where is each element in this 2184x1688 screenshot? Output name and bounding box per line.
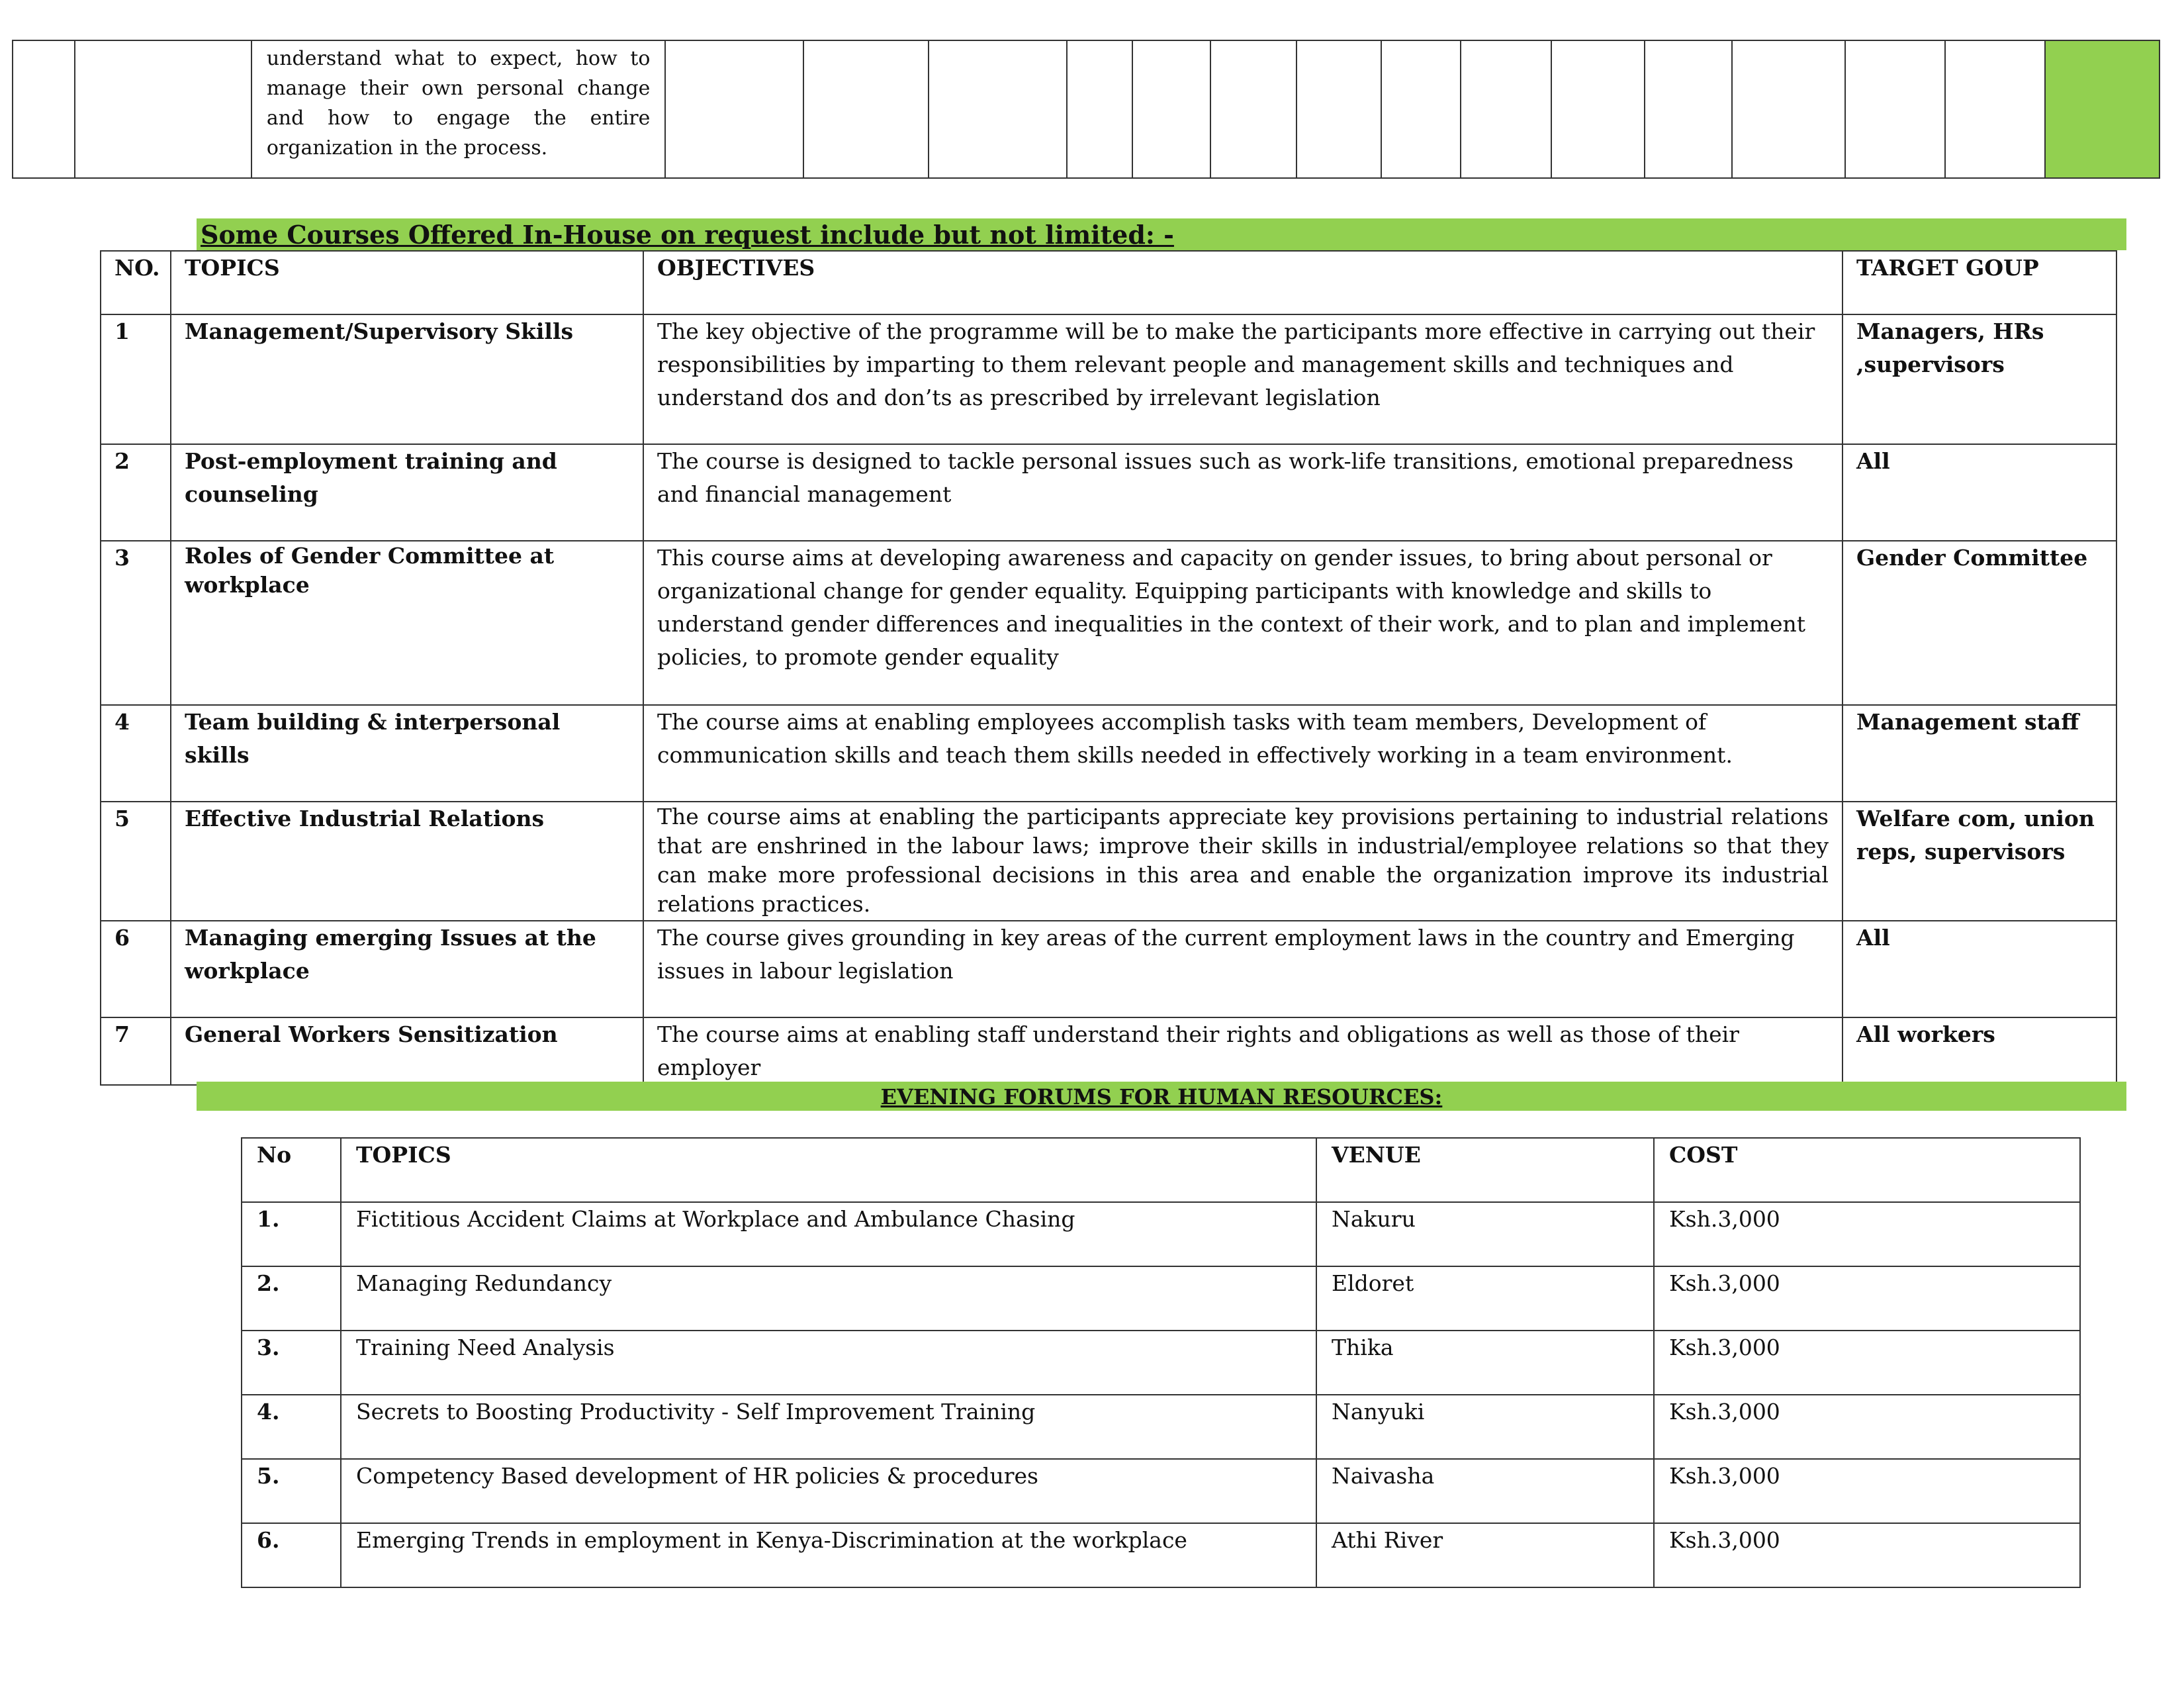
row-number: 5 (101, 802, 171, 921)
row-number: 5. (242, 1459, 341, 1523)
row-topic: Management/Supervisory Skills (171, 314, 643, 444)
table-row (101, 921, 2116, 1017)
table-cell (1732, 40, 1844, 178)
row-topic: Training Need Analysis (341, 1331, 1316, 1395)
row-objective: The course aims at enabling the participants appreciate key provisions pertaining to industrial relations that are enshrined in the labour laws; improve their skills in industrial/employee relations so that they can make more professional decisions in this area and enable the organization improve its industrial relations practices. (643, 802, 1843, 921)
table-cell (929, 40, 1067, 178)
row-venue: Eldoret (1316, 1266, 1654, 1331)
row-objective: This course aims at developing awareness and capacity on gender issues, to bring about personal or organizational change for gender equality. Equipping participants with knowledge and skills to understand gender differences and inequalities in the context of their work, and to plan and implement policies, to promote gender equality (643, 541, 1843, 705)
row-number: 6. (242, 1523, 341, 1587)
row-cost: Ksh.3,000 (1654, 1395, 2080, 1459)
table-row (242, 1266, 2080, 1331)
row-venue: Nakuru (1316, 1202, 1654, 1266)
col-header-target: TARGET GOUP (1843, 251, 2116, 314)
row-number: 3 (101, 541, 171, 705)
row-cost: Ksh.3,000 (1654, 1523, 2080, 1587)
col-header-no: No (242, 1138, 341, 1202)
table-row (101, 705, 2116, 802)
row-cost: Ksh.3,000 (1654, 1459, 2080, 1523)
table-row (101, 444, 2116, 541)
row-topic: Post-employment training and counseling (171, 444, 643, 541)
table-cell (1845, 40, 1945, 178)
row-topic: Fictitious Accident Claims at Workplace and Ambulance Chasing (341, 1202, 1316, 1266)
row-objective: The course aims at enabling employees accomplish tasks with team members, Development of communication skills and teach them skills needed in effectively working in a team environment. (643, 705, 1843, 802)
row-topic: Managing Redundancy (341, 1266, 1316, 1331)
row-target: All workers (1843, 1017, 2116, 1085)
row-number: 6 (101, 921, 171, 1017)
evening-forums-table (241, 1137, 2081, 1588)
row-number: 3. (242, 1331, 341, 1395)
table-row (242, 1459, 2080, 1523)
table-row (101, 1017, 2116, 1085)
table-cell (1551, 40, 1645, 178)
row-venue: Thika (1316, 1331, 1654, 1395)
row-target: Gender Committee (1843, 541, 2116, 705)
table-row (242, 1395, 2080, 1459)
table-row (242, 1202, 2080, 1266)
table-cell (1645, 40, 1732, 178)
table-cell (803, 40, 929, 178)
forums-heading: EVENING FORUMS FOR HUMAN RESOURCES: (197, 1082, 2126, 1111)
col-header-topics: TOPICS (341, 1138, 1316, 1202)
row-venue: Nanyuki (1316, 1395, 1654, 1459)
row-target: All (1843, 921, 2116, 1017)
course-description-cell: understand what to expect, how to manage their own personal change and how to engage the entire organization in the process. (251, 40, 666, 178)
row-objective: The course aims at enabling staff understand their rights and obligations as well as those of their employer (643, 1017, 1843, 1085)
row-number: 2. (242, 1266, 341, 1331)
table-cell (1210, 40, 1296, 178)
col-header-cost: COST (1654, 1138, 2080, 1202)
col-header-objectives: OBJECTIVES (643, 251, 1843, 314)
col-header-topics: TOPICS (171, 251, 643, 314)
row-venue: Naivasha (1316, 1459, 1654, 1523)
row-venue: Athi River (1316, 1523, 1654, 1587)
row-target: Welfare com, union reps, supervisors (1843, 802, 2116, 921)
row-objective: The course gives grounding in key areas of the current employment laws in the country and Emerging issues in labour legislation (643, 921, 1843, 1017)
table-cell (1067, 40, 1132, 178)
table-row (101, 314, 2116, 444)
inhouse-heading: Some Courses Offered In-House on request include but not limited: - (197, 218, 2126, 250)
schedule-table-continuation (12, 40, 2160, 179)
table-header-row (101, 251, 2116, 314)
col-header-venue: VENUE (1316, 1138, 1654, 1202)
row-number: 1. (242, 1202, 341, 1266)
table-cell (1381, 40, 1461, 178)
table-cell (1461, 40, 1551, 178)
row-cost: Ksh.3,000 (1654, 1331, 2080, 1395)
row-topic: Team building & interpersonal skills (171, 705, 643, 802)
table-cell (1132, 40, 1210, 178)
table-cell (75, 40, 251, 178)
row-topic: General Workers Sensitization (171, 1017, 643, 1085)
table-cell (13, 40, 75, 178)
row-number: 2 (101, 444, 171, 541)
table-row (242, 1331, 2080, 1395)
row-topic: Emerging Trends in employment in Kenya-Discrimination at the workplace (341, 1523, 1316, 1587)
table-row (13, 40, 2160, 178)
row-topic: Competency Based development of HR policies & procedures (341, 1459, 1316, 1523)
row-number: 7 (101, 1017, 171, 1085)
row-objective: The course is designed to tackle personal issues such as work-life transitions, emotional preparedness and financial management (643, 444, 1843, 541)
table-row (101, 802, 2116, 921)
highlighted-cell (2045, 40, 2160, 178)
row-topic: Effective Industrial Relations (171, 802, 643, 921)
row-number: 4. (242, 1395, 341, 1459)
row-target: Management staff (1843, 705, 2116, 802)
table-header-row (242, 1138, 2080, 1202)
row-number: 1 (101, 314, 171, 444)
table-row (242, 1523, 2080, 1587)
table-cell (665, 40, 803, 178)
row-topic: Roles of Gender Committee at workplace (171, 541, 643, 705)
table-cell (1945, 40, 2045, 178)
inhouse-courses-table (100, 250, 2117, 1086)
row-cost: Ksh.3,000 (1654, 1202, 2080, 1266)
table-row (101, 541, 2116, 705)
table-cell (1297, 40, 1381, 178)
row-number: 4 (101, 705, 171, 802)
row-target: Managers, HRs ,supervisors (1843, 314, 2116, 444)
row-topic: Managing emerging Issues at the workplace (171, 921, 643, 1017)
col-header-no: NO. (101, 251, 171, 314)
row-objective: The key objective of the programme will be to make the participants more effective in carrying out their responsibilities by imparting to them relevant people and management skills and techniques and understand dos and don’ts as prescribed by irrelevant legislation (643, 314, 1843, 444)
row-topic: Secrets to Boosting Productivity - Self Improvement Training (341, 1395, 1316, 1459)
row-cost: Ksh.3,000 (1654, 1266, 2080, 1331)
row-target: All (1843, 444, 2116, 541)
